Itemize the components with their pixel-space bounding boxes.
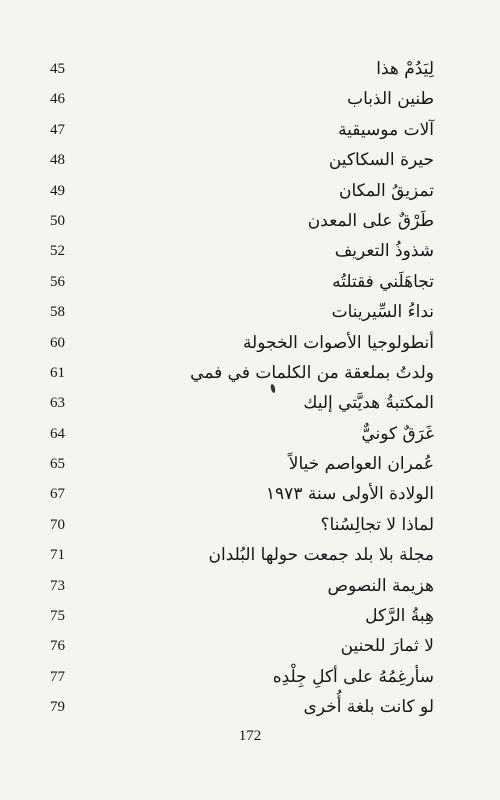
toc-entry-page: 56: [50, 273, 65, 290]
toc-entry: [0, 451, 500, 481]
toc-entry-title: طَرْقٌ على المعدن: [307, 210, 434, 231]
toc-entry-page: 47: [50, 121, 65, 138]
toc-entry-title: عُمران العواصم خيالاً: [288, 454, 434, 475]
toc-entry-page: 63: [50, 395, 65, 412]
toc-entry-page: 67: [50, 486, 65, 503]
toc-entry: [0, 208, 500, 238]
toc-entry-title: تجاهَلَني فقتلتُه: [332, 271, 434, 292]
toc-entry-page: 52: [50, 243, 65, 260]
toc-entry: [0, 299, 500, 329]
toc-entry-title: طنين الذباب: [347, 89, 434, 110]
toc-entry-page: 60: [50, 334, 65, 351]
table-of-contents: [0, 56, 500, 725]
toc-entry-title: تمزيقُ المكان: [338, 180, 434, 201]
toc-entry-title: لو كانت بلغة أُخرى: [303, 697, 434, 718]
toc-entry: [0, 117, 500, 147]
toc-entry-page: 76: [50, 638, 65, 655]
toc-entry: [0, 390, 500, 420]
toc-entry: [0, 573, 500, 603]
toc-entry-page: 77: [50, 668, 65, 685]
toc-entry: [0, 694, 500, 724]
toc-entry: [0, 633, 500, 663]
toc-entry: [0, 269, 500, 299]
toc-entry-title: ولدتُ بملعقة من الكلمات في فمي: [190, 362, 434, 383]
toc-entry-page: 65: [50, 456, 65, 473]
toc-entry: [0, 512, 500, 542]
toc-entry: [0, 664, 500, 694]
toc-entry-title: لا ثمارَ للحنين: [340, 636, 434, 657]
toc-entry: [0, 178, 500, 208]
toc-entry: [0, 86, 500, 116]
toc-entry-page: 61: [50, 364, 65, 381]
toc-entry: [0, 360, 500, 390]
toc-entry-title: مجلة بلا بلد جمعت حولها البُلدان: [208, 545, 434, 566]
toc-entry-page: 46: [50, 91, 65, 108]
toc-entry-title: الولادة الأولى سنة ١٩٧٣: [265, 484, 434, 505]
page-number: 172: [238, 728, 262, 744]
toc-entry-title: المكتبةُ هديَّتي إليك: [303, 393, 434, 414]
toc-entry-page: 64: [50, 425, 65, 442]
toc-entry-title: أنطولوجيا الأصوات الخجولة: [242, 332, 434, 353]
toc-entry: [0, 603, 500, 633]
toc-entry-page: 49: [50, 182, 65, 199]
toc-entry-title: غَرَقٌ كونيٌّ: [361, 423, 434, 444]
toc-entry-page: 58: [50, 304, 65, 321]
toc-entry: [0, 147, 500, 177]
toc-entry-page: 50: [50, 212, 65, 229]
toc-entry-title: شذوذُ التعريف: [334, 241, 434, 262]
toc-entry: [0, 542, 500, 572]
toc-entry-page: 45: [50, 61, 65, 77]
toc-entry-page: 73: [50, 577, 65, 594]
toc-entry-title: لماذا لا تجالِسُنا؟: [320, 514, 434, 535]
toc-entry: [0, 481, 500, 511]
toc-entry: [0, 238, 500, 268]
toc-entry-title: سأرغِمُهُ على أكلِ جِلْدِه: [272, 666, 434, 687]
toc-entry: [0, 421, 500, 451]
toc-entry-title: لِيَدُمْ هذا: [376, 59, 434, 79]
toc-entry-page: 75: [50, 608, 65, 625]
toc-entry-title: حيرة السكاكين: [328, 150, 434, 171]
toc-entry: [0, 56, 500, 86]
toc-entry-title: هِبةُ الرَّكل: [365, 606, 434, 627]
toc-entry-title: آلات موسيقية: [338, 119, 434, 140]
toc-entry-page: 71: [50, 547, 65, 564]
toc-entry-page: 70: [50, 516, 65, 533]
toc-entry-page: 79: [50, 699, 65, 716]
toc-entry-title: هزيمة النصوص: [327, 575, 434, 596]
toc-entry-title: نداءُ السِّيرينات: [331, 302, 434, 323]
toc-entry: [0, 330, 500, 360]
toc-entry-page: 48: [50, 152, 65, 169]
